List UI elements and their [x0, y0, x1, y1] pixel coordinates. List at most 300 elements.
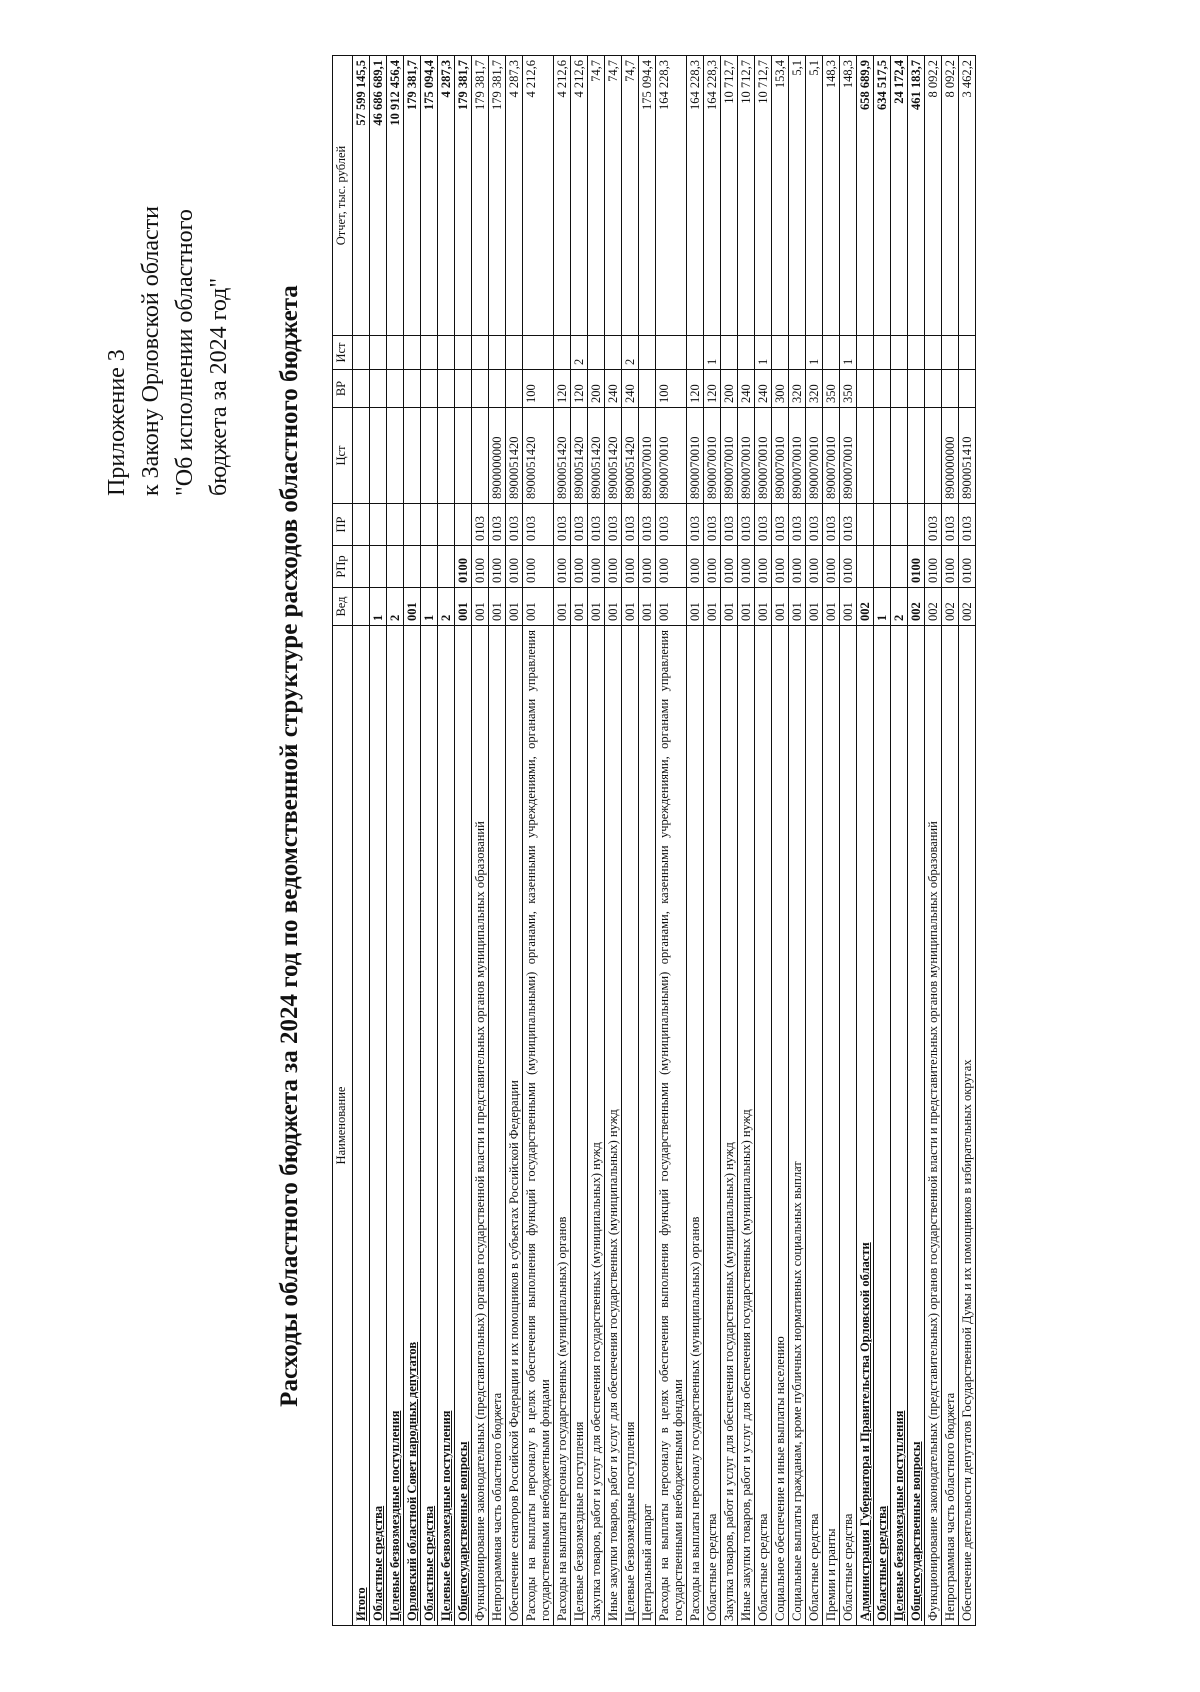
cell-ist: [656, 336, 687, 370]
cell-ist: 1: [840, 336, 857, 370]
cell-ved: 2: [387, 588, 404, 626]
cell-ist: 2: [622, 336, 639, 370]
cell-rpr: 0100: [721, 546, 738, 588]
cell-ist: [554, 336, 571, 370]
cell-name: Социальное обеспечение и иные выплаты населению: [772, 626, 789, 1626]
header-ved: Вед: [333, 588, 353, 626]
cell-sum: 179 381,7: [404, 56, 421, 336]
cell-name: Расходы на выплаты персоналу государственных (муниципальных) органов: [554, 626, 571, 1626]
cell-sum: 148,3: [823, 56, 840, 336]
cell-cst: 8900070010: [755, 408, 772, 504]
cell-rpr: 0100: [588, 546, 605, 588]
cell-name: Итого: [353, 626, 370, 1626]
cell-name: Областные средства: [704, 626, 721, 1626]
cell-vr: 120: [554, 370, 571, 408]
cell-name: Расходы на выплаты персоналу государственных (муниципальных) органов: [687, 626, 704, 1626]
table-row: [891, 56, 908, 1626]
cell-sum: 74,7: [622, 56, 639, 336]
cell-rpr: 0100: [755, 546, 772, 588]
cell-sum: 57 599 145,5: [353, 56, 370, 336]
cell-ist: [472, 336, 489, 370]
cell-name: Администрация Губернатора и Правительства Орловской области: [857, 626, 874, 1626]
cell-vr: [891, 370, 908, 408]
cell-cst: 8900070010: [721, 408, 738, 504]
cell-ist: [455, 336, 472, 370]
cell-vr: 350: [823, 370, 840, 408]
cell-sum: 5,1: [789, 56, 806, 336]
cell-ist: [523, 336, 554, 370]
cell-ist: [738, 336, 755, 370]
table-row: [523, 56, 554, 1626]
cell-rpr: 0100: [455, 546, 472, 588]
cell-cst: 8900070010: [789, 408, 806, 504]
cell-sum: 5,1: [806, 56, 823, 336]
cell-name: Общегосударственные вопросы: [455, 626, 472, 1626]
cell-rpr: 0100: [806, 546, 823, 588]
table-row: [554, 56, 571, 1626]
cell-name: Обеспечение сенаторов Российской Федерации и их помощников в субъектах Российской Федерации: [506, 626, 523, 1626]
cell-name: Целевые безвозмездные поступления: [387, 626, 404, 1626]
cell-name: Непрограммная часть областного бюджета: [942, 626, 959, 1626]
cell-vr: [370, 370, 387, 408]
header-name: Наименование: [333, 626, 353, 1626]
table-row: [789, 56, 806, 1626]
cell-ved: 001: [755, 588, 772, 626]
cell-vr: [387, 370, 404, 408]
cell-ved: 1: [874, 588, 891, 626]
cell-ved: 001: [588, 588, 605, 626]
cell-vr: [472, 370, 489, 408]
cell-name: Областные средства: [370, 626, 387, 1626]
cell-rpr: [874, 546, 891, 588]
cell-sum: 175 094,4: [421, 56, 438, 336]
cell-ved: 001: [806, 588, 823, 626]
cell-name: Областные средства: [421, 626, 438, 1626]
table-row: [421, 56, 438, 1626]
table-row: [704, 56, 721, 1626]
table-row: [806, 56, 823, 1626]
cell-pr: 0103: [656, 504, 687, 546]
cell-pr: 0103: [721, 504, 738, 546]
cell-pr: 0103: [738, 504, 755, 546]
cell-name: Целевые безвозмездные поступления: [571, 626, 588, 1626]
cell-ist: [942, 336, 959, 370]
cell-name: Орловский областной Совет народных депутатов: [404, 626, 421, 1626]
cell-ist: [891, 336, 908, 370]
cell-ved: 2: [891, 588, 908, 626]
cell-pr: 0103: [472, 504, 489, 546]
header-cst: Цст: [333, 408, 353, 504]
cell-ist: [404, 336, 421, 370]
document-page: [40, 36, 1160, 1656]
cell-sum: 4 212,6: [523, 56, 554, 336]
table-row: [370, 56, 387, 1626]
cell-pr: 0103: [687, 504, 704, 546]
cell-vr: 120: [687, 370, 704, 408]
cell-sum: 148,3: [840, 56, 857, 336]
cell-sum: 164 228,3: [687, 56, 704, 336]
cell-sum: 74,7: [588, 56, 605, 336]
cell-pr: 0103: [840, 504, 857, 546]
cell-ved: 001: [721, 588, 738, 626]
cell-ved: 1: [370, 588, 387, 626]
table-header-row: [333, 56, 353, 1626]
cell-rpr: [857, 546, 874, 588]
cell-vr: 120: [571, 370, 588, 408]
cell-cst: 8900070010: [704, 408, 721, 504]
cell-ved: 1: [421, 588, 438, 626]
table-row: [656, 56, 687, 1626]
cell-ist: [908, 336, 925, 370]
cell-rpr: 0100: [639, 546, 656, 588]
table-row: [772, 56, 789, 1626]
cell-rpr: 0100: [622, 546, 639, 588]
cell-vr: 320: [789, 370, 806, 408]
cell-name: Целевые безвозмездные поступления: [438, 626, 455, 1626]
cell-rpr: 0100: [789, 546, 806, 588]
cell-pr: [908, 504, 925, 546]
cell-sum: 10 712,7: [721, 56, 738, 336]
cell-sum: 179 381,7: [472, 56, 489, 336]
cell-ist: [925, 336, 942, 370]
cell-ved: 001: [506, 588, 523, 626]
cell-sum: 175 094,4: [639, 56, 656, 336]
cell-pr: 0103: [925, 504, 942, 546]
cell-ved: 002: [942, 588, 959, 626]
header-pr: ПР: [333, 504, 353, 546]
cell-sum: 164 228,3: [656, 56, 687, 336]
cell-rpr: 0100: [571, 546, 588, 588]
cell-pr: 0103: [806, 504, 823, 546]
cell-sum: 153,4: [772, 56, 789, 336]
cell-sum: 10 912 456,4: [387, 56, 404, 336]
cell-vr: 200: [721, 370, 738, 408]
cell-rpr: 0100: [925, 546, 942, 588]
cell-rpr: 0100: [704, 546, 721, 588]
cell-vr: [455, 370, 472, 408]
cell-pr: 0103: [506, 504, 523, 546]
cell-ist: [721, 336, 738, 370]
cell-ist: [687, 336, 704, 370]
cell-rpr: 0100: [523, 546, 554, 588]
cell-cst: 8900070010: [772, 408, 789, 504]
cell-name: Закупка товаров, работ и услуг для обеспечения государственных (муниципальных) нужд: [721, 626, 738, 1626]
cell-pr: 0103: [959, 504, 976, 546]
cell-sum: 179 381,7: [455, 56, 472, 336]
table-row: [387, 56, 404, 1626]
table-row: [438, 56, 455, 1626]
cell-ved: 001: [738, 588, 755, 626]
cell-rpr: 0100: [506, 546, 523, 588]
cell-name: Функционирование законодательных (представительных) органов государственной власти и представительных органов муниципальных образований: [472, 626, 489, 1626]
cell-ist: [857, 336, 874, 370]
table-row: [908, 56, 925, 1626]
cell-ist: [489, 336, 506, 370]
cell-vr: 240: [622, 370, 639, 408]
cell-ist: [588, 336, 605, 370]
cell-ist: 2: [571, 336, 588, 370]
cell-ved: 001: [523, 588, 554, 626]
cell-pr: [891, 504, 908, 546]
cell-rpr: 0100: [738, 546, 755, 588]
cell-sum: 46 686 689,1: [370, 56, 387, 336]
cell-pr: 0103: [588, 504, 605, 546]
cell-rpr: 0100: [942, 546, 959, 588]
cell-vr: [942, 370, 959, 408]
cell-sum: 4 287,3: [438, 56, 455, 336]
header-vr: ВР: [333, 370, 353, 408]
cell-sum: 4 212,6: [571, 56, 588, 336]
cell-sum: 164 228,3: [704, 56, 721, 336]
table-row: [506, 56, 523, 1626]
cell-pr: [404, 504, 421, 546]
cell-vr: [874, 370, 891, 408]
cell-pr: 0103: [704, 504, 721, 546]
cell-vr: 240: [605, 370, 622, 408]
table-row: [738, 56, 755, 1626]
table-row: [639, 56, 656, 1626]
table-row: [455, 56, 472, 1626]
cell-ved: 001: [404, 588, 421, 626]
cell-rpr: [387, 546, 404, 588]
cell-vr: [404, 370, 421, 408]
cell-ved: 001: [772, 588, 789, 626]
cell-cst: 8900000000: [942, 408, 959, 504]
cell-name: Расходы на выплаты персоналу в целях обеспечения выполнения функций государственными (муниципальными) органами, казенными учреждениями, органами управления государственными внебюджетными фондами: [656, 626, 687, 1626]
document-title: Расходы областного бюджета за 2024 год по ведомственной структуре расходов областного бюджета: [276, 285, 303, 1407]
cell-pr: 0103: [823, 504, 840, 546]
cell-sum: 10 712,7: [755, 56, 772, 336]
table-row: [925, 56, 942, 1626]
cell-ved: 001: [489, 588, 506, 626]
cell-name: Иные закупки товаров, работ и услуг для обеспечения государственных (муниципальных) нужд: [738, 626, 755, 1626]
cell-vr: [506, 370, 523, 408]
cell-ist: 1: [806, 336, 823, 370]
cell-vr: [908, 370, 925, 408]
cell-ved: 001: [840, 588, 857, 626]
cell-name: Обеспечение деятельности депутатов Государственной Думы и их помощников в избирательных округах: [959, 626, 976, 1626]
cell-pr: 0103: [523, 504, 554, 546]
cell-vr: 320: [806, 370, 823, 408]
cell-name: Областные средства: [755, 626, 772, 1626]
cell-cst: 8900051420: [523, 408, 554, 504]
cell-ist: [438, 336, 455, 370]
appendix-note: [100, 56, 236, 496]
cell-pr: 0103: [489, 504, 506, 546]
table-row: [404, 56, 421, 1626]
cell-sum: 634 517,5: [874, 56, 891, 336]
cell-cst: 8900051420: [605, 408, 622, 504]
header-sum: Отчет, тыс. рублей: [333, 56, 353, 336]
cell-cst: [438, 408, 455, 504]
cell-rpr: 0100: [656, 546, 687, 588]
cell-vr: [438, 370, 455, 408]
cell-vr: 350: [840, 370, 857, 408]
cell-vr: 100: [523, 370, 554, 408]
cell-ist: [639, 336, 656, 370]
cell-ved: 001: [605, 588, 622, 626]
table-row: [959, 56, 976, 1626]
cell-cst: 8900070010: [840, 408, 857, 504]
cell-cst: [925, 408, 942, 504]
cell-pr: [455, 504, 472, 546]
cell-pr: [857, 504, 874, 546]
cell-ist: [959, 336, 976, 370]
cell-ist: 1: [704, 336, 721, 370]
cell-cst: [353, 408, 370, 504]
cell-name: Функционирование законодательных (представительных) органов государственной власти и представительных органов муниципальных образований: [925, 626, 942, 1626]
cell-ved: [353, 588, 370, 626]
table-row: [588, 56, 605, 1626]
cell-name: Социальные выплаты гражданам, кроме публичных нормативных социальных выплат: [789, 626, 806, 1626]
cell-rpr: [370, 546, 387, 588]
cell-name: Расходы на выплаты персоналу в целях обеспечения выполнения функций государственными (муниципальными) органами, казенными учреждениями, органами управления государственными внебюджетными фондами: [523, 626, 554, 1626]
cell-ved: 001: [571, 588, 588, 626]
cell-sum: 461 183,7: [908, 56, 925, 336]
cell-vr: 200: [588, 370, 605, 408]
cell-ved: 001: [789, 588, 806, 626]
cell-cst: 8900070010: [656, 408, 687, 504]
cell-cst: 8900070010: [823, 408, 840, 504]
cell-name: Общегосударственные вопросы: [908, 626, 925, 1626]
cell-vr: 100: [656, 370, 687, 408]
cell-rpr: 0100: [489, 546, 506, 588]
cell-name: Областные средства: [806, 626, 823, 1626]
cell-cst: [387, 408, 404, 504]
appendix-line-4: бюджета за 2024 год": [206, 277, 232, 496]
table-row: [755, 56, 772, 1626]
cell-ved: 002: [857, 588, 874, 626]
cell-rpr: 0100: [908, 546, 925, 588]
cell-rpr: [891, 546, 908, 588]
cell-pr: 0103: [554, 504, 571, 546]
budget-table: [332, 55, 976, 1626]
cell-rpr: 0100: [687, 546, 704, 588]
cell-vr: [639, 370, 656, 408]
cell-vr: 300: [772, 370, 789, 408]
table-row: [874, 56, 891, 1626]
cell-rpr: [438, 546, 455, 588]
cell-rpr: 0100: [823, 546, 840, 588]
cell-name: Закупка товаров, работ и услуг для обеспечения государственных (муниципальных) нужд: [588, 626, 605, 1626]
cell-sum: 658 689,9: [857, 56, 874, 336]
cell-name: Областные средства: [874, 626, 891, 1626]
table-row: [857, 56, 874, 1626]
cell-pr: 0103: [639, 504, 656, 546]
cell-ist: [421, 336, 438, 370]
cell-rpr: [353, 546, 370, 588]
cell-ved: 001: [622, 588, 639, 626]
cell-vr: [925, 370, 942, 408]
cell-ist: [605, 336, 622, 370]
cell-name: Целевые безвозмездные поступления: [622, 626, 639, 1626]
cell-pr: [874, 504, 891, 546]
cell-ved: 001: [656, 588, 687, 626]
cell-ist: [387, 336, 404, 370]
cell-rpr: [421, 546, 438, 588]
table-row: [605, 56, 622, 1626]
cell-rpr: 0100: [554, 546, 571, 588]
table-row: [622, 56, 639, 1626]
cell-ist: [506, 336, 523, 370]
cell-vr: [857, 370, 874, 408]
cell-sum: 3 462,2: [959, 56, 976, 336]
cell-ist: [823, 336, 840, 370]
cell-cst: 8900051420: [571, 408, 588, 504]
cell-cst: [472, 408, 489, 504]
table-row: [472, 56, 489, 1626]
cell-ved: 001: [823, 588, 840, 626]
cell-pr: [353, 504, 370, 546]
header-ist: Ист: [333, 336, 353, 370]
cell-name: Премии и гранты: [823, 626, 840, 1626]
cell-sum: 8 092,2: [925, 56, 942, 336]
cell-cst: [455, 408, 472, 504]
cell-sum: 8 092,2: [942, 56, 959, 336]
table-row: [721, 56, 738, 1626]
cell-sum: 74,7: [605, 56, 622, 336]
cell-ved: 002: [959, 588, 976, 626]
cell-pr: 0103: [942, 504, 959, 546]
cell-sum: 179 381,7: [489, 56, 506, 336]
cell-name: Центральный аппарат: [639, 626, 656, 1626]
cell-cst: [908, 408, 925, 504]
cell-vr: 120: [704, 370, 721, 408]
cell-sum: 24 172,4: [891, 56, 908, 336]
cell-pr: 0103: [605, 504, 622, 546]
cell-ved: 001: [687, 588, 704, 626]
cell-ist: [370, 336, 387, 370]
table-row: [571, 56, 588, 1626]
cell-cst: [421, 408, 438, 504]
table-row: [823, 56, 840, 1626]
table-row: [840, 56, 857, 1626]
cell-pr: [421, 504, 438, 546]
cell-ist: [789, 336, 806, 370]
cell-pr: [370, 504, 387, 546]
cell-cst: [857, 408, 874, 504]
cell-cst: 8900070010: [806, 408, 823, 504]
cell-ist: [353, 336, 370, 370]
cell-ved: 002: [925, 588, 942, 626]
cell-cst: [874, 408, 891, 504]
cell-sum: 4 212,6: [554, 56, 571, 336]
cell-cst: 8900000000: [489, 408, 506, 504]
cell-pr: [438, 504, 455, 546]
cell-vr: 240: [755, 370, 772, 408]
table-row: [353, 56, 370, 1626]
cell-pr: 0103: [622, 504, 639, 546]
cell-sum: 4 287,3: [506, 56, 523, 336]
appendix-line-3: "Об исполнении областного: [172, 209, 198, 496]
cell-pr: 0103: [571, 504, 588, 546]
cell-cst: 8900070010: [687, 408, 704, 504]
cell-ved: 001: [455, 588, 472, 626]
cell-vr: [959, 370, 976, 408]
cell-cst: 8900051410: [959, 408, 976, 504]
cell-vr: [353, 370, 370, 408]
cell-ved: 001: [639, 588, 656, 626]
appendix-line-1: Приложение 3: [104, 349, 130, 496]
cell-cst: [370, 408, 387, 504]
cell-cst: [404, 408, 421, 504]
cell-name: Непрограммная часть областного бюджета: [489, 626, 506, 1626]
cell-rpr: 0100: [959, 546, 976, 588]
cell-ist: [772, 336, 789, 370]
cell-cst: [891, 408, 908, 504]
cell-pr: 0103: [772, 504, 789, 546]
cell-rpr: 0100: [472, 546, 489, 588]
